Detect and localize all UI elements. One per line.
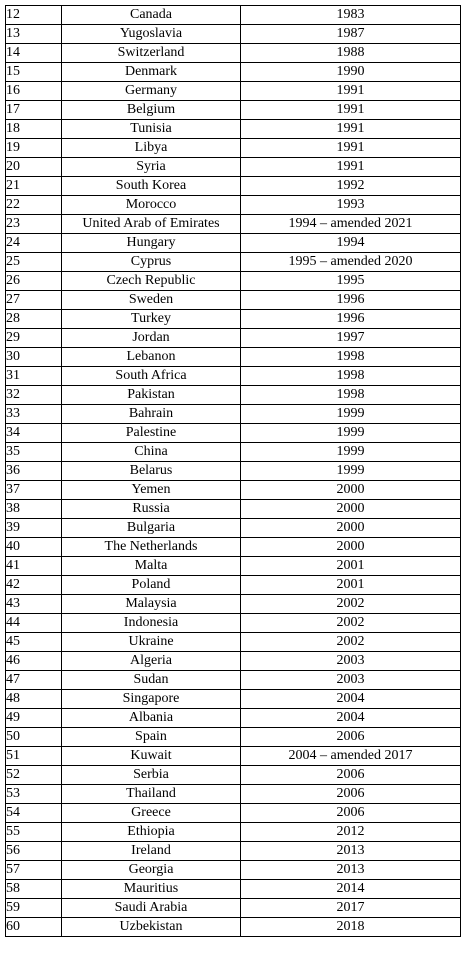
- row-number-cell: 36: [6, 462, 62, 481]
- row-number-cell: 60: [6, 918, 62, 937]
- row-number-cell: 42: [6, 576, 62, 595]
- country-cell: Saudi Arabia: [62, 899, 241, 918]
- country-cell: Bulgaria: [62, 519, 241, 538]
- row-number-cell: 15: [6, 63, 62, 82]
- year-cell: 2014: [241, 880, 461, 899]
- year-cell: 1991: [241, 139, 461, 158]
- year-cell: 2000: [241, 538, 461, 557]
- year-cell: 1994 – amended 2021: [241, 215, 461, 234]
- year-cell: 2004 – amended 2017: [241, 747, 461, 766]
- agreements-table: [5, 5, 461, 937]
- country-cell: Thailand: [62, 785, 241, 804]
- row-number-cell: 51: [6, 747, 62, 766]
- year-cell: 1999: [241, 424, 461, 443]
- row-number-cell: 35: [6, 443, 62, 462]
- row-number-cell: 47: [6, 671, 62, 690]
- table-row: [6, 177, 461, 196]
- row-number-cell: 59: [6, 899, 62, 918]
- row-number-cell: 38: [6, 500, 62, 519]
- row-number-cell: 48: [6, 690, 62, 709]
- row-number-cell: 22: [6, 196, 62, 215]
- table-row: [6, 405, 461, 424]
- table-row: [6, 557, 461, 576]
- table-row: [6, 918, 461, 937]
- country-cell: Sweden: [62, 291, 241, 310]
- country-cell: United Arab of Emirates: [62, 215, 241, 234]
- row-number-cell: 53: [6, 785, 62, 804]
- year-cell: 2006: [241, 766, 461, 785]
- table-row: [6, 44, 461, 63]
- country-cell: Cyprus: [62, 253, 241, 272]
- table-row: [6, 101, 461, 120]
- year-cell: 2001: [241, 557, 461, 576]
- table-row: [6, 633, 461, 652]
- row-number-cell: 43: [6, 595, 62, 614]
- country-cell: Czech Republic: [62, 272, 241, 291]
- country-cell: Germany: [62, 82, 241, 101]
- row-number-cell: 28: [6, 310, 62, 329]
- country-cell: Yugoslavia: [62, 25, 241, 44]
- table-row: [6, 424, 461, 443]
- country-cell: Jordan: [62, 329, 241, 348]
- table-row: [6, 25, 461, 44]
- year-cell: 2000: [241, 481, 461, 500]
- country-cell: Sudan: [62, 671, 241, 690]
- country-cell: Ethiopia: [62, 823, 241, 842]
- country-cell: South Korea: [62, 177, 241, 196]
- table-row: [6, 196, 461, 215]
- row-number-cell: 44: [6, 614, 62, 633]
- country-cell: Mauritius: [62, 880, 241, 899]
- country-cell: Greece: [62, 804, 241, 823]
- country-cell: Malta: [62, 557, 241, 576]
- year-cell: 2002: [241, 633, 461, 652]
- table-row: [6, 785, 461, 804]
- country-cell: Malaysia: [62, 595, 241, 614]
- country-cell: Syria: [62, 158, 241, 177]
- year-cell: 1992: [241, 177, 461, 196]
- country-cell: Algeria: [62, 652, 241, 671]
- year-cell: 1991: [241, 82, 461, 101]
- year-cell: 2018: [241, 918, 461, 937]
- row-number-cell: 25: [6, 253, 62, 272]
- country-cell: Spain: [62, 728, 241, 747]
- row-number-cell: 20: [6, 158, 62, 177]
- row-number-cell: 49: [6, 709, 62, 728]
- table-row: [6, 728, 461, 747]
- year-cell: 1999: [241, 443, 461, 462]
- table-row: [6, 804, 461, 823]
- country-cell: Turkey: [62, 310, 241, 329]
- row-number-cell: 33: [6, 405, 62, 424]
- table-row: [6, 671, 461, 690]
- row-number-cell: 52: [6, 766, 62, 785]
- year-cell: 1995 – amended 2020: [241, 253, 461, 272]
- row-number-cell: 31: [6, 367, 62, 386]
- row-number-cell: 56: [6, 842, 62, 861]
- row-number-cell: 55: [6, 823, 62, 842]
- table-row: [6, 120, 461, 139]
- table-row: [6, 747, 461, 766]
- row-number-cell: 32: [6, 386, 62, 405]
- table-row: [6, 6, 461, 25]
- table-row: [6, 614, 461, 633]
- table-row: [6, 880, 461, 899]
- year-cell: 2006: [241, 728, 461, 747]
- country-cell: Morocco: [62, 196, 241, 215]
- country-cell: Belgium: [62, 101, 241, 120]
- row-number-cell: 16: [6, 82, 62, 101]
- row-number-cell: 57: [6, 861, 62, 880]
- table-row: [6, 899, 461, 918]
- country-cell: Canada: [62, 6, 241, 25]
- year-cell: 2013: [241, 842, 461, 861]
- year-cell: 1991: [241, 120, 461, 139]
- year-cell: 2002: [241, 614, 461, 633]
- row-number-cell: 18: [6, 120, 62, 139]
- country-cell: Indonesia: [62, 614, 241, 633]
- year-cell: 2004: [241, 690, 461, 709]
- year-cell: 1997: [241, 329, 461, 348]
- country-cell: Singapore: [62, 690, 241, 709]
- table-row: [6, 329, 461, 348]
- country-cell: Libya: [62, 139, 241, 158]
- table-row: [6, 576, 461, 595]
- country-cell: Hungary: [62, 234, 241, 253]
- year-cell: 1988: [241, 44, 461, 63]
- year-cell: 2004: [241, 709, 461, 728]
- year-cell: 2012: [241, 823, 461, 842]
- table-row: [6, 595, 461, 614]
- table-row: [6, 462, 461, 481]
- country-cell: Yemen: [62, 481, 241, 500]
- country-cell: Poland: [62, 576, 241, 595]
- table-row: [6, 158, 461, 177]
- row-number-cell: 21: [6, 177, 62, 196]
- row-number-cell: 34: [6, 424, 62, 443]
- row-number-cell: 17: [6, 101, 62, 120]
- country-cell: Lebanon: [62, 348, 241, 367]
- year-cell: 2003: [241, 652, 461, 671]
- country-cell: Serbia: [62, 766, 241, 785]
- row-number-cell: 37: [6, 481, 62, 500]
- table-row: [6, 443, 461, 462]
- table-row: [6, 823, 461, 842]
- country-cell: Palestine: [62, 424, 241, 443]
- table-row: [6, 253, 461, 272]
- year-cell: 1993: [241, 196, 461, 215]
- row-number-cell: 45: [6, 633, 62, 652]
- table-row: [6, 538, 461, 557]
- year-cell: 1996: [241, 310, 461, 329]
- country-cell: Russia: [62, 500, 241, 519]
- row-number-cell: 54: [6, 804, 62, 823]
- table-row: [6, 348, 461, 367]
- table-row: [6, 367, 461, 386]
- year-cell: 2001: [241, 576, 461, 595]
- row-number-cell: 41: [6, 557, 62, 576]
- row-number-cell: 58: [6, 880, 62, 899]
- table-row: [6, 310, 461, 329]
- country-cell: Uzbekistan: [62, 918, 241, 937]
- year-cell: 2013: [241, 861, 461, 880]
- country-cell: Pakistan: [62, 386, 241, 405]
- year-cell: 2017: [241, 899, 461, 918]
- year-cell: 1994: [241, 234, 461, 253]
- country-cell: The Netherlands: [62, 538, 241, 557]
- row-number-cell: 12: [6, 6, 62, 25]
- row-number-cell: 14: [6, 44, 62, 63]
- table-row: [6, 861, 461, 880]
- table-row: [6, 481, 461, 500]
- table-body: [6, 6, 461, 937]
- year-cell: 1991: [241, 101, 461, 120]
- table-row: [6, 709, 461, 728]
- country-cell: Georgia: [62, 861, 241, 880]
- year-cell: 1996: [241, 291, 461, 310]
- row-number-cell: 26: [6, 272, 62, 291]
- country-cell: South Africa: [62, 367, 241, 386]
- table-row: [6, 519, 461, 538]
- row-number-cell: 39: [6, 519, 62, 538]
- row-number-cell: 46: [6, 652, 62, 671]
- row-number-cell: 29: [6, 329, 62, 348]
- year-cell: 2000: [241, 519, 461, 538]
- table-row: [6, 386, 461, 405]
- row-number-cell: 24: [6, 234, 62, 253]
- year-cell: 1987: [241, 25, 461, 44]
- table-row: [6, 215, 461, 234]
- table-row: [6, 652, 461, 671]
- year-cell: 2003: [241, 671, 461, 690]
- row-number-cell: 40: [6, 538, 62, 557]
- country-cell: Albania: [62, 709, 241, 728]
- year-cell: 1991: [241, 158, 461, 177]
- year-cell: 1995: [241, 272, 461, 291]
- table-row: [6, 234, 461, 253]
- table-row: [6, 500, 461, 519]
- year-cell: 1998: [241, 386, 461, 405]
- country-cell: Ireland: [62, 842, 241, 861]
- table-row: [6, 139, 461, 158]
- country-cell: Kuwait: [62, 747, 241, 766]
- year-cell: 2006: [241, 804, 461, 823]
- row-number-cell: 23: [6, 215, 62, 234]
- year-cell: 1999: [241, 462, 461, 481]
- year-cell: 2006: [241, 785, 461, 804]
- row-number-cell: 30: [6, 348, 62, 367]
- country-cell: Ukraine: [62, 633, 241, 652]
- row-number-cell: 27: [6, 291, 62, 310]
- year-cell: 1999: [241, 405, 461, 424]
- table-row: [6, 272, 461, 291]
- table-row: [6, 766, 461, 785]
- row-number-cell: 19: [6, 139, 62, 158]
- table-row: [6, 291, 461, 310]
- table-row: [6, 63, 461, 82]
- country-cell: Belarus: [62, 462, 241, 481]
- year-cell: 1998: [241, 367, 461, 386]
- country-cell: Denmark: [62, 63, 241, 82]
- row-number-cell: 50: [6, 728, 62, 747]
- year-cell: 1998: [241, 348, 461, 367]
- country-cell: China: [62, 443, 241, 462]
- row-number-cell: 13: [6, 25, 62, 44]
- year-cell: 2000: [241, 500, 461, 519]
- year-cell: 2002: [241, 595, 461, 614]
- country-cell: Switzerland: [62, 44, 241, 63]
- table-row: [6, 690, 461, 709]
- year-cell: 1990: [241, 63, 461, 82]
- table-row: [6, 842, 461, 861]
- year-cell: 1983: [241, 6, 461, 25]
- country-cell: Bahrain: [62, 405, 241, 424]
- table-row: [6, 82, 461, 101]
- country-cell: Tunisia: [62, 120, 241, 139]
